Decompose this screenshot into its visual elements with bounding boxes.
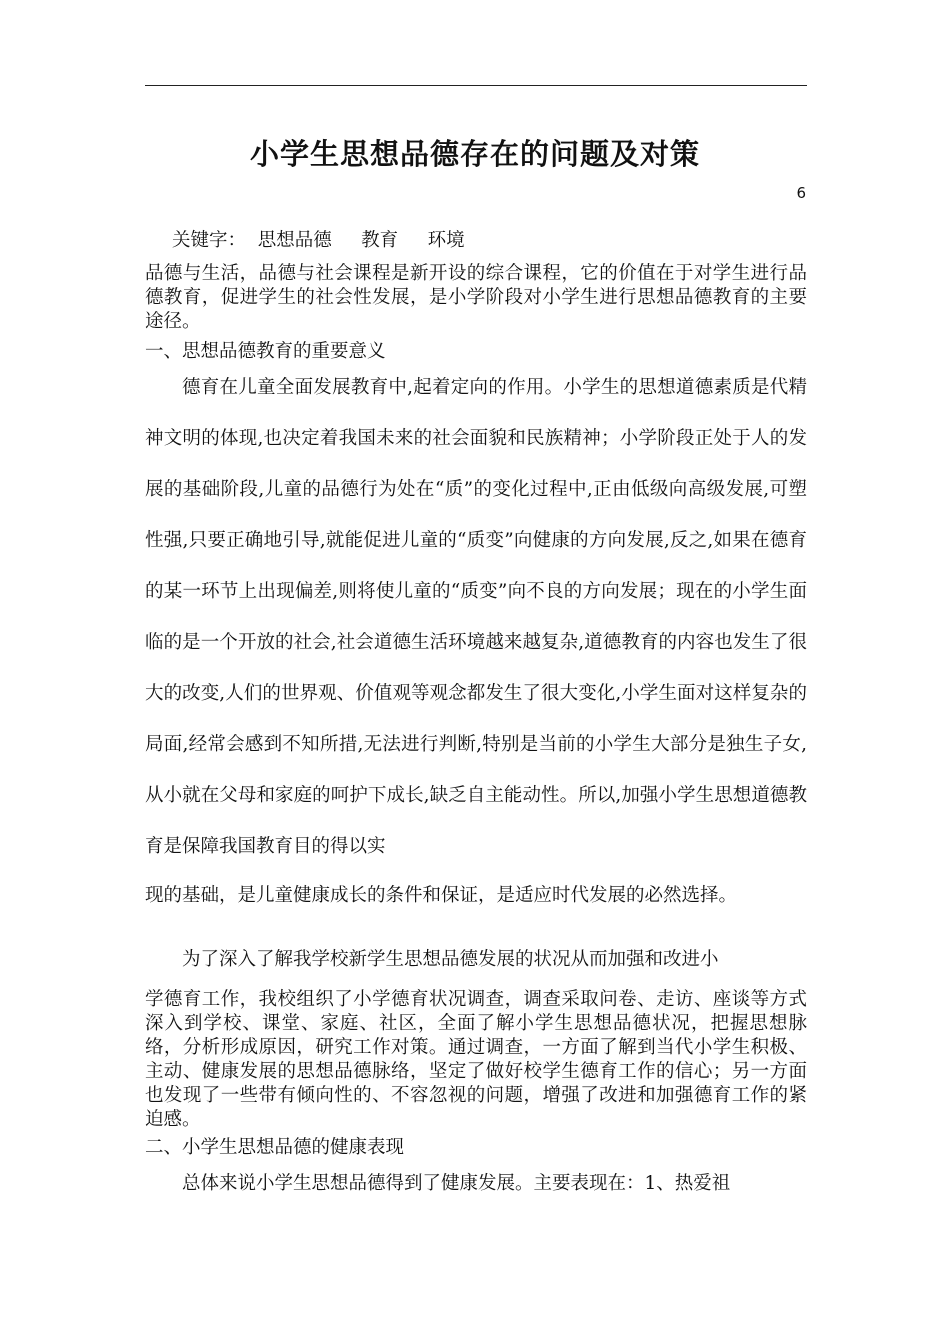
page-number: 6 <box>796 184 806 202</box>
document-title: 小学生思想品德存在的问题及对策 <box>249 137 700 171</box>
section-heading-2: 二、小学生思想品德的健康表现 <box>145 1137 405 1158</box>
keywords-line: 关键字： 思想品德 教育 环境 <box>172 230 465 251</box>
section-heading-1: 一、思想品德教育的重要意义 <box>145 341 386 362</box>
section1-paragraph2-first-line: 为了深入了解我学校新学生思想品德发展的状况从而加强和改进小 <box>182 949 719 970</box>
intro-paragraph: 品德与生活，品德与社会课程是新开设的综合课程，它的价值在于对学生进行品德教育，促进学生的社会性发展，是小学阶段对小学生进行思想品德教育的主要途径。 <box>145 263 807 332</box>
header-rule <box>145 85 807 86</box>
section2-paragraph: 总体来说小学生思想品德得到了健康发展。主要表现在：1、热爱祖 <box>182 1173 731 1194</box>
section1-paragraph-tail: 现的基础，是儿童健康成长的条件和保证，是适应时代发展的必然选择。 <box>145 885 738 906</box>
section1-paragraph-wide: 德育在儿童全面发展教育中,起着定向的作用。小学生的思想道德素质是代精神文明的体现,也决定着我国未来的社会面貌和民族精神；小学阶段正处于人的发展的基础阶段,儿童的品德行为处在“质”的变化过程中,正由低级向高级发展,可塑性强,只要正确地引导,就能促进儿童的“质变”向健康的方向发展,反之,如果在德育的某一环节上出现偏差,则将使儿童的“质变”向不良的方向发展；现在的小学生面临的是一个开放的社会,社会道德生活环境越来越复杂,道德教育的内容也发生了很大的改变,人们的世界观、价值观等观念都发生了很大变化,小学生面对这样复杂的局面,经常会感到不知所措,无法进行判断,特别是当前的小学生大部分是独生子女,从小就在父母和家庭的呵护下成长,缺乏自主能动性。所以,加强小学生思想道德教育是保障我国教育目的得以实 <box>145 377 807 857</box>
section1-paragraph2: 学德育工作，我校组织了小学德育状况调查，调查采取问卷、走访、座谈等方式深入到学校、课堂、家庭、社区，全面了解小学生思想品德状况，把握思想脉络，分析形成原因，研究工作对策。通过调查，一方面了解到当代小学生积极、主动、健康发展的思想品德脉络，坚定了做好校学生德育工作的信心；另一方面也发现了一些带有倾向性的、不容忽视的问题，增强了改进和加强德育工作的紧迫感。 <box>145 989 807 1130</box>
